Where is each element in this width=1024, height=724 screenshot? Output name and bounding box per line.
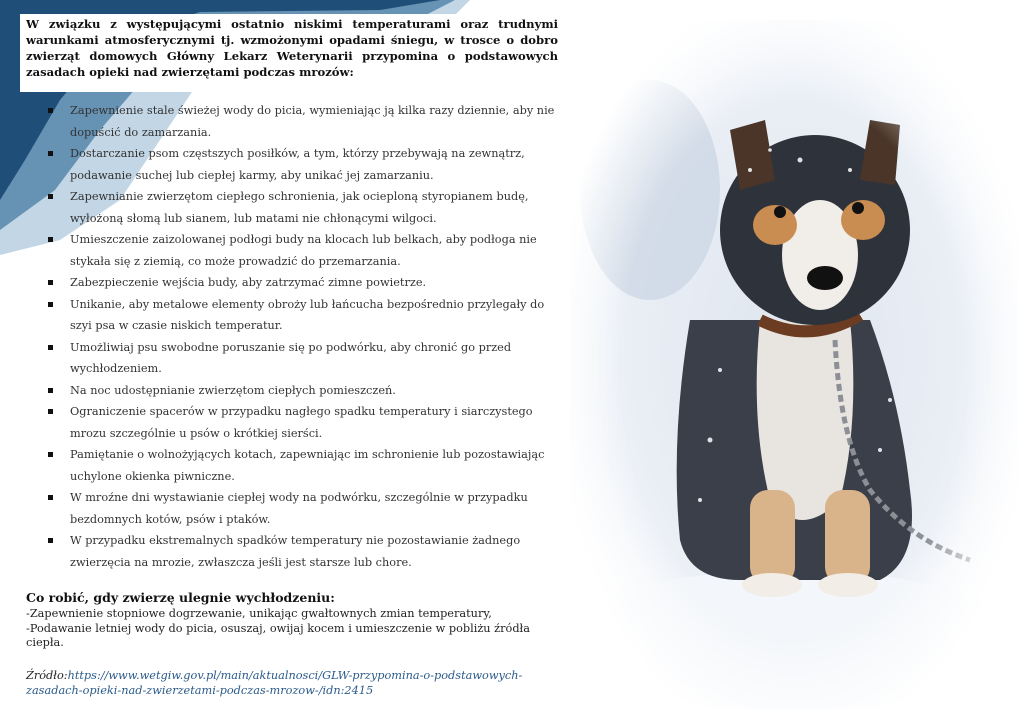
care-tips-list — [48, 100, 558, 573]
bullet-icon — [48, 194, 53, 199]
bullet-icon — [48, 151, 53, 156]
bullet-icon — [48, 409, 53, 414]
help-line: -Zapewnienie stopniowe dogrzewanie, unikając gwałtownych zmian temperatury, — [26, 607, 492, 620]
list-item — [48, 100, 558, 143]
tip-text: Zapewnianie zwierzętom ciepłego schronienia, jak ocieploną styropianem budę, wyłożoną słomą lub sianem, lub matami nie chłonącymi wilgoci. — [70, 190, 529, 225]
list-item — [48, 337, 558, 380]
tip-text: Na noc udostępnianie zwierzętom ciepłych pomieszczeń. — [70, 383, 396, 397]
help-line: -Podawanie letniej wody do picia, osuszaj, owijaj kocem i umieszczenie w pobliżu źródła ciepła. — [26, 621, 530, 649]
tip-text: Dostarczanie psom częstszych posiłków, a tym, którzy przebywają na zewnątrz, podawanie suchej lub ciepłej karmy, aby unikać jej zamarzaniu. — [70, 147, 525, 182]
bullet-icon — [48, 452, 53, 457]
tip-text: Umieszczenie zaizolowanej podłogi budy na klocach lub belkach, aby podłoga nie stykała się z ziemią, co może prowadzić do przemarzania. — [70, 233, 537, 268]
bullet-icon — [48, 237, 53, 242]
bullet-icon — [48, 388, 53, 393]
source-label: Źródło: — [26, 669, 68, 682]
bullet-icon — [48, 108, 53, 113]
tip-text: Unikanie, aby metalowe elementy obroży lub łańcucha bezpośrednio przylegały do szyi psa w czasie niskich temperatur. — [70, 297, 545, 332]
tip-text: W przypadku ekstremalnych spadków temperatury nie pozostawianie żadnego zwierzęcia na mrozie, zwłaszcza jeśli jest starsze lub chore. — [70, 534, 521, 569]
list-item — [48, 530, 558, 573]
source-citation — [26, 668, 566, 698]
list-item — [48, 401, 558, 444]
list-item — [48, 294, 558, 337]
tip-text: Umożliwiaj psu swobodne poruszanie się po podwórku, aby chronić go przed wychłodzeniem. — [70, 340, 512, 375]
list-item — [48, 487, 558, 530]
list-item — [48, 186, 558, 229]
bullet-icon — [48, 345, 53, 350]
tip-text: Zabezpieczenie wejścia budy, aby zatrzymać zimne powietrze. — [70, 276, 427, 289]
bullet-icon — [48, 495, 53, 500]
bullet-icon — [48, 302, 53, 307]
dog-in-snow-photo — [570, 20, 1018, 710]
hypothermia-help-title: Co robić, gdy zwierzę ulegnie wychłodzeniu: — [26, 590, 335, 605]
list-item — [48, 272, 558, 294]
list-item — [48, 143, 558, 186]
tip-text: Zapewnienie stale świeżej wody do picia, wymieniając ją kilka razy dziennie, aby nie dopuścić do zamarzania. — [70, 104, 555, 139]
hypothermia-help-list — [26, 607, 566, 651]
bullet-icon — [48, 538, 53, 543]
list-item — [48, 380, 558, 402]
source-link[interactable]: https://www.wetgiw.gov.pl/main/aktualnosci/GLW-przypomina-o-podstawowych-zasadach-opieki-nad-zwierzetami-podczas-mrozow-/idn:2415 — [26, 669, 523, 697]
tip-text: W mroźne dni wystawianie ciepłej wody na podwórku, szczególnie w przypadku bezdomnych kotów, psów i ptaków. — [70, 491, 528, 526]
tip-text: Ograniczenie spacerów w przypadku nagłego spadku temperatury i siarczystego mrozu szczególnie u psów o krótkiej sierści. — [70, 405, 533, 440]
tip-text: Pamiętanie o wolnożyjących kotach, zapewniając im schronienie lub pozostawiając uchylone okienka piwniczne. — [70, 448, 545, 483]
bullet-icon — [48, 280, 53, 285]
list-item — [48, 229, 558, 272]
list-item — [48, 444, 558, 487]
intro-paragraph: W związku z występującymi ostatnio niskimi temperaturami oraz trudnymi warunkami atmosferycznymi tj. wzmożonymi opadami śniegu, w trosce o dobro zwierząt domowych Główny Lekarz Weterynarii przypomina o podstawowych zasadach opieki nad zwierzętami podczas mrozów: — [26, 17, 558, 79]
